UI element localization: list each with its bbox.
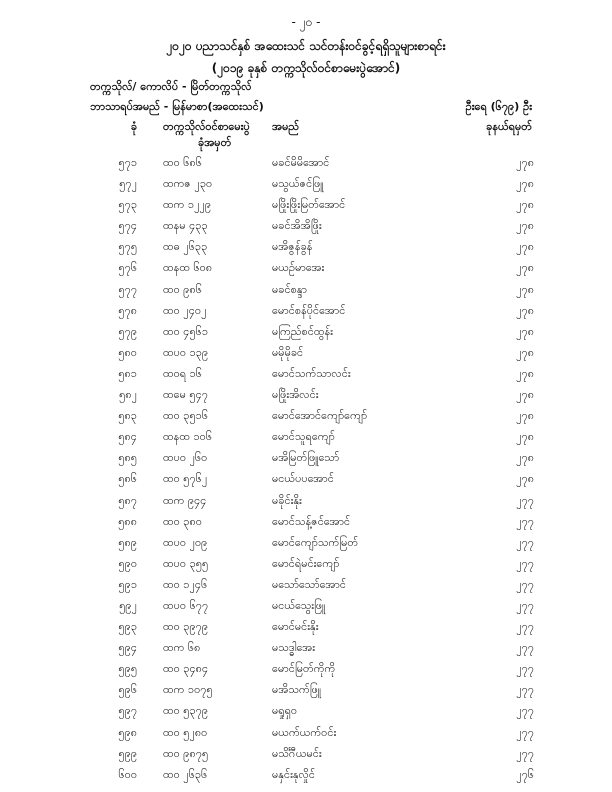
table-row: [0, 641, 612, 662]
row-number: ၅၇၇: [118, 282, 137, 296]
row-number: ၅၈၅: [118, 451, 137, 465]
table-row: [0, 494, 612, 515]
table-row: [0, 240, 612, 261]
table-row: [0, 683, 612, 704]
row-number: ၅၈၀: [118, 345, 137, 359]
total-count-header: ဦးရေ (၆၇၉) ဦး: [465, 100, 532, 113]
name-header: အမည်: [272, 120, 300, 133]
score: ၂၇၈: [516, 451, 534, 465]
student-name: မရှုရှ၀: [272, 704, 298, 718]
student-name: မောင်ရဲမင်းကျော်: [272, 556, 340, 570]
student-name: မောင်သန့်ဇင်အောင်: [272, 514, 351, 528]
registration-header-line2: ခုံအမှတ်: [198, 136, 232, 149]
table-row: [0, 557, 612, 578]
student-name: မဖြိုးဖြိုးမြတ်အောင်: [272, 198, 346, 212]
registration-number: ထဝ ၂၄၀၂: [163, 303, 207, 317]
table-row: [0, 578, 612, 599]
registration-number: ထဝ ၃၅၁၆: [163, 409, 209, 423]
score: ၂၇၇: [516, 662, 534, 676]
table-row: [0, 283, 612, 304]
score: ၂၇၈: [516, 366, 534, 380]
registration-number: ထက ၉၄၄: [163, 493, 207, 507]
registration-number: ထပဝ ၂၀၉: [163, 535, 208, 549]
table-row: [0, 367, 612, 388]
row-number: ၅၇၂: [119, 177, 137, 191]
student-name: မောင်သက်သာလင်း: [272, 366, 351, 380]
score: ၂၇၈: [516, 177, 534, 191]
table-row: [0, 472, 612, 493]
table-row: [0, 747, 612, 768]
registration-number: ထက ၆၈: [163, 641, 201, 655]
table-row: [0, 430, 612, 451]
student-name: မအိသက်ဖြူ: [272, 683, 322, 697]
registration-number: ထဝ ၆၈၆: [163, 156, 202, 169]
score: ၂၇၇: [516, 746, 534, 760]
score: ၂၇၈: [516, 156, 534, 169]
page-number: - ၂၀ -: [291, 15, 321, 29]
row-number: ၅၉၉: [118, 746, 137, 760]
document-subtitle: (၂၀၁၉ ခုနှစ် တက္ကသိုလ်ဝင်စာမေးပွဲအောင်): [211, 61, 401, 75]
score: ၂၇၆: [516, 767, 534, 781]
row-number: ၅၉၃: [118, 620, 137, 634]
table-row: [0, 156, 612, 177]
student-name: မငယ်သွေးဖြူ: [272, 598, 326, 612]
registration-number: ထက ၁၂၂၉: [163, 198, 212, 212]
registration-number: ထဝ ၄၅၆၁: [163, 324, 209, 338]
row-number: ၅၉၀: [118, 556, 137, 570]
registration-number: ထက ၁၀၇၅: [163, 683, 213, 697]
registration-number: ထနထ ၆၀၈: [163, 261, 213, 275]
student-name: မောင်သူရကျော်: [272, 430, 335, 444]
row-number: ၅၈၁: [118, 366, 137, 380]
table-row: [0, 346, 612, 367]
table-row: [0, 620, 612, 641]
row-number: ၅၈၃: [118, 409, 137, 423]
registration-number: ထဝ ၅၇၆၂: [163, 472, 208, 486]
row-number: ၅၇၁: [118, 156, 137, 169]
student-name: မသော်သော်အောင်: [272, 577, 346, 591]
registration-number: ထနမ ၄၃၃: [163, 219, 208, 233]
score: ၂၇၇: [516, 556, 534, 570]
student-name: မသွယ်ဇင်ဖြူ: [272, 177, 324, 191]
student-name: မောင်မင်းနိုး: [272, 620, 319, 634]
row-number: ၅၈၄: [118, 430, 137, 444]
table-row: [0, 704, 612, 725]
registration-number: ထပဝ ၁၃၉: [163, 345, 209, 359]
results-list: [0, 156, 612, 789]
score: ၂၇၈: [516, 409, 534, 423]
registration-number: ထပဝ ၂၆၀: [163, 451, 208, 465]
registration-number: ထပဝ ၃၅၅: [163, 556, 209, 570]
table-row: [0, 599, 612, 620]
table-row: [0, 515, 612, 536]
number-header: ခုံ: [130, 120, 137, 133]
university-line: တက္ကသိုလ်/ ကောလိပ် - မြိတ်တက္ကသိုလ်: [90, 80, 252, 93]
table-row: [0, 388, 612, 409]
student-name: မယဉ်မာအေး: [272, 261, 325, 275]
row-number: ၆၀၀: [118, 767, 137, 781]
score: ၂၇၈: [516, 324, 534, 338]
table-row: [0, 325, 612, 346]
score: ၂၇၇: [516, 683, 534, 697]
row-number: ၅၉၂: [119, 598, 137, 612]
registration-number: ထဝ ၉၈၇၅: [163, 746, 209, 760]
student-name: မခင်စန္ဒာ: [272, 282, 307, 296]
registration-number: ထဝ ၃၉၇၉: [163, 620, 209, 634]
registration-number: ထဝ ၃၈၀: [163, 514, 202, 528]
row-number: ၅၈၂: [119, 388, 137, 402]
row-number: ၅၉၇: [118, 704, 137, 718]
score: ၂၇၈: [516, 240, 534, 254]
registration-number: ထဝ ၅၃၇၉: [163, 704, 209, 718]
row-number: ၅၈၉: [118, 535, 137, 549]
score: ၂၇၇: [516, 725, 534, 739]
registration-number: ထဝ ၅၂၈၀: [163, 725, 208, 739]
table-row: [0, 662, 612, 683]
student-name: မယက်ယက်ဝင်း: [272, 725, 337, 739]
table-row: [0, 177, 612, 198]
registration-number: ထဝ ၃၄၈၄: [163, 662, 209, 676]
row-number: ၅၇၆: [118, 261, 137, 275]
score: ၂၇၈: [516, 198, 534, 212]
registration-number: ထနထ ၁၀၆: [163, 430, 213, 444]
subject-line: ဘာသာရပ်အမည် - မြန်မာစာ(အထေးသင်): [90, 100, 264, 113]
student-name: မောင်ကျော်သက်မြတ်: [272, 535, 359, 549]
row-number: ၅၇၉: [118, 324, 137, 338]
score: ၂၇၈: [516, 388, 534, 402]
score: ၂၇၇: [516, 514, 534, 528]
row-number: ၅၇၅: [118, 240, 137, 254]
registration-number: ထဝ ၉၈၆: [163, 282, 202, 296]
row-number: ၅၇၈: [118, 303, 137, 317]
student-name: မမိုမိုခင်: [272, 345, 304, 359]
score: ၂၇၈: [516, 472, 534, 486]
student-name: မခင်အိအိဖြိုး: [272, 219, 322, 233]
score: ၂၇၇: [516, 641, 534, 655]
score: ၂၇၈: [516, 282, 534, 296]
table-row: [0, 261, 612, 282]
table-row: [0, 451, 612, 472]
row-number: ၅၇၃: [118, 198, 137, 212]
score: ၂၇၈: [516, 261, 534, 275]
row-number: ၅၈၇: [118, 493, 137, 507]
document-title: ၂၀၂၀ ပညာသင်နှစ် အထေးသင် သင်တန်းဝင်ခွင့်ရရှိသူများစာရင်း: [166, 39, 446, 53]
student-name: မအိဇွန်ခွန်: [272, 240, 313, 254]
row-number: ၅၉၈: [118, 725, 137, 739]
registration-number: ထပဝ ၆၇၇: [163, 598, 209, 612]
row-number: ၅၉၄: [118, 641, 137, 655]
table-row: [0, 768, 612, 789]
student-name: မငယ်ပပအောင်: [272, 472, 334, 486]
student-name: မနှင်းနုလှိုင်: [272, 767, 315, 781]
table-row: [0, 726, 612, 747]
student-name: မသဒ္ဓါအေး: [272, 641, 315, 655]
score: ၂၇၈: [516, 345, 534, 359]
student-name: မခိုင်းနိုး: [272, 493, 302, 507]
student-name: မကြည်စင်ထွန်း: [272, 324, 333, 338]
table-row: [0, 219, 612, 240]
student-name: မဖြိုးအိလင်း: [272, 388, 319, 402]
score: ၂၇၈: [516, 430, 534, 444]
registration-header: တက္ကသိုလ်ဝင်စာမေးပွဲ: [163, 120, 250, 133]
score: ၂၇၈: [516, 303, 534, 317]
registration-number: ထကဇ ၂၃၀: [163, 177, 213, 191]
student-name: မောင်စန်ပိုင်အောင်: [272, 303, 346, 317]
row-number: ၅၉၅: [118, 662, 137, 676]
registration-number: ထဝ ၂၆၃၆: [163, 767, 208, 781]
row-number: ၅၇၄: [118, 219, 137, 233]
student-name: မောင်မြတ်ကိုကို: [272, 662, 336, 676]
table-row: [0, 409, 612, 430]
row-number: ၅၉၁: [118, 577, 137, 591]
student-name: မောင်အောင်ကျော်ကျော်: [272, 409, 368, 423]
score: ၂၇၇: [516, 704, 534, 718]
student-name: မအိမြတ်ဖြူသော်: [272, 451, 340, 465]
table-row: [0, 198, 612, 219]
student-name: မခင်မိမိအောင်: [272, 156, 330, 169]
score: ၂၇၇: [516, 620, 534, 634]
registration-number: ထမေ ၅၄၇: [163, 388, 208, 402]
registration-number: ထဝရ ၁၆: [163, 366, 202, 380]
table-row: [0, 536, 612, 557]
registration-number: ထဝ ၁၂၄၆: [163, 577, 208, 591]
table-row: [0, 304, 612, 325]
row-number: ၅၈၆: [118, 472, 137, 486]
row-number: ၅၉၆: [118, 683, 137, 697]
student-name: မသိင်္ဂီယမင်း: [272, 746, 322, 760]
score: ၂၇၈: [516, 219, 534, 233]
registration-number: ထဓ ၂၆၃၃: [163, 240, 208, 254]
score: ၂၇၇: [516, 577, 534, 591]
score: ၂၇၇: [516, 535, 534, 549]
row-number: ၅၈၈: [118, 514, 137, 528]
score: ၂၇၇: [516, 598, 534, 612]
score: ၂၇၇: [516, 493, 534, 507]
votes-header: ခုနယ်ရမှတ်: [486, 120, 532, 133]
